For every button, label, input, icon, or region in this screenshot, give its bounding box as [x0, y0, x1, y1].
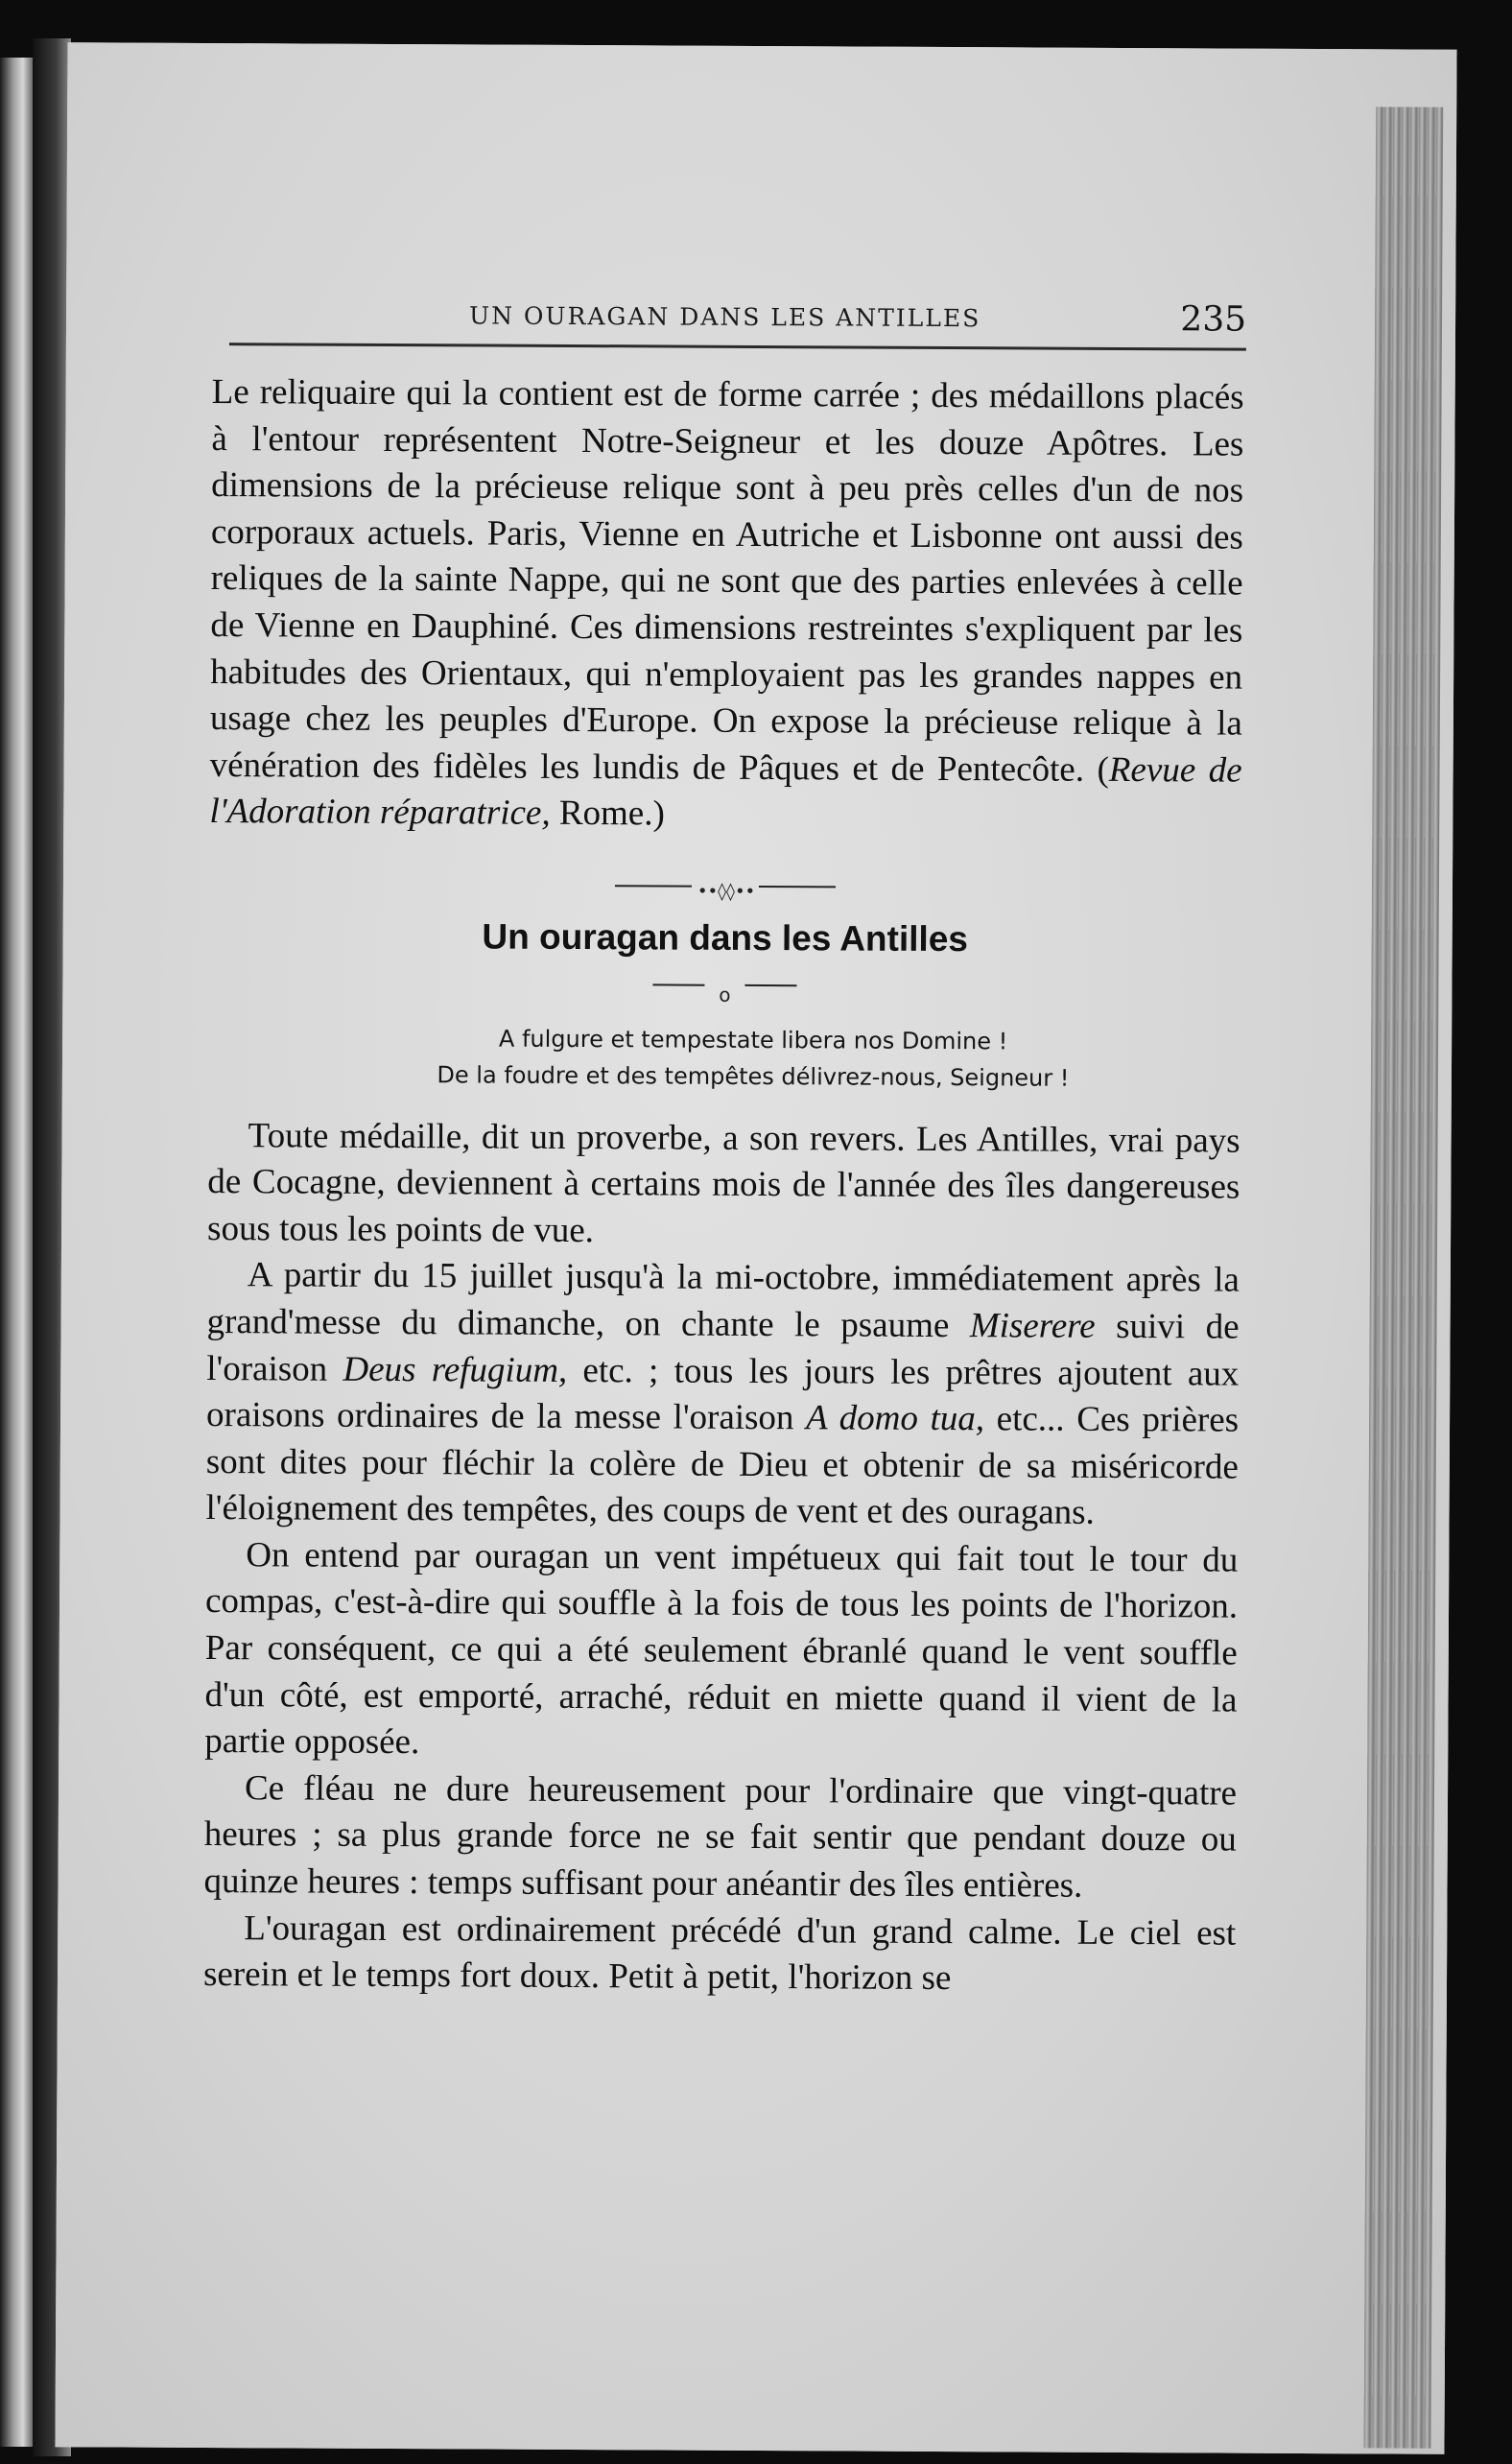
- paragraph-5: L'ouragan est ordinairement précédé d'un grand calme. Le ciel est serein et le temps fort doux. Petit à petit, l'horizon se: [202, 1907, 1237, 1999]
- paragraph-3: On entend par ouragan un vent impétueux qui fait tout le tour du compas, c'est-à-dire qui souffle à la fois de tous les points de l'horizon. Par conséquent, ce qui a été seulement ébranlé quand le vent souffle d'un côté, est emporté, arraché, réduit en miette quand il vient de la partie opposée.: [204, 1535, 1239, 1763]
- epigraph-french: De la foudre et des tempêtes délivrez-nous, Seigneur !: [437, 1060, 1070, 1092]
- title-ornament: [652, 973, 796, 1007]
- title-ornament-line-left: [652, 983, 704, 985]
- book-page: [55, 42, 1456, 2454]
- section-divider-ornament: [615, 880, 836, 902]
- p2-text-a: A partir du 15 juillet jusqu'à la mi-octobre, immédiatement après la grand'messe du dimanche, on chante le psaume: [206, 1255, 1240, 1346]
- page-stack-edge: [1363, 107, 1443, 2448]
- title-ornament-line-right: [744, 983, 796, 985]
- page-body: [203, 369, 1244, 2003]
- epigraph: [208, 1019, 1240, 1098]
- p2-text-c: etc. ; tous les jours les prêtres ajoutent aux oraisons ordinaires de la messe l'oraison: [205, 1350, 1240, 1438]
- ornament-line-left: [615, 885, 692, 887]
- p2-miserere: Miserere: [969, 1306, 1096, 1346]
- title-ornament-center: o: [719, 983, 731, 1007]
- section-title: Un ouragan dans les Antilles: [482, 916, 969, 960]
- p2-deus-refugium: Deus refugium,: [343, 1349, 568, 1390]
- running-title: UN OURAGAN DANS LES ANTILLES: [469, 301, 981, 333]
- p2-text-b: suivi de l'oraison: [206, 1306, 1240, 1389]
- ornament-center: ••◊◊••: [697, 881, 756, 902]
- intro-paragraph: [209, 369, 1244, 841]
- epigraph-latin: A fulgure et tempestate libera nos Domine !: [498, 1025, 1008, 1054]
- paragraph-2: [205, 1252, 1240, 1537]
- p2-text-d: etc... Ces prières sont dites pour fléchir la colère de Dieu et obtenir de sa miséricorde l'éloignement des tempêtes, des coups de vent et des ouragans.: [205, 1399, 1240, 1533]
- intro-text-end: Rome.): [550, 794, 665, 834]
- paragraph-4: Ce fléau ne dure heureusement pour l'ordinaire que vingt-quatre heures ; sa plus grande force ne se fait sentir que pendant douze ou quinze heures : temps suffisant pour anéantir des îles entières.: [203, 1768, 1238, 1906]
- paragraph-1: Toute médaille, dit un proverbe, a son revers. Les Antilles, vrai pays de Cocagne, deviennent à certains mois de l'année des îles dangereuses sous tous les points de vue.: [206, 1115, 1240, 1250]
- intro-text: Le reliquaire qui la contient est de forme carrée ; des médaillons placés à l'entour représentent Notre-Seigneur et les douze Apôtres. Les dimensions de la précieuse relique sont à peu près celles d'un de nos corporaux actuels. Paris, Vienne en Autriche et Lisbonne ont aussi des reliques de la sainte Nappe, qui ne sont que des parties enlevées à celle de Vienne en Dauphiné. Ces dimensions restreintes s'expliquent par les habitudes des Orientaux, qui n'employaient pas les grandes nappes en usage chez les peuples d'Europe. On expose la précieuse relique à la vénération des fidèles les lundis de Pâques et de Pentecôte. (: [209, 372, 1244, 790]
- page-number: 235: [1180, 299, 1247, 340]
- intro-source: Revue de l'Adoration réparatrice,: [209, 749, 1242, 834]
- p2-a-domo-tua: A domo tua,: [806, 1398, 985, 1439]
- left-page-edge: [0, 58, 33, 2447]
- ornament-line-right: [759, 886, 836, 888]
